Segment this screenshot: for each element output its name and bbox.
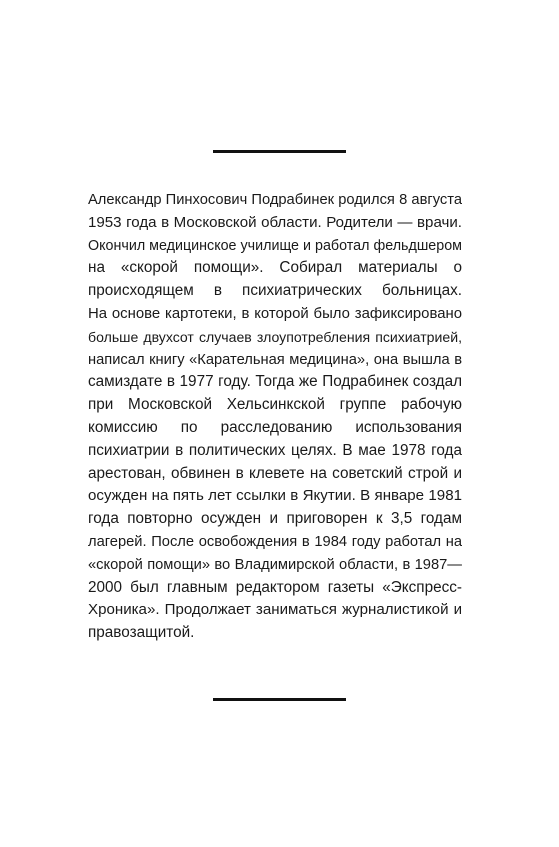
biography-line: 2000 был главным редактором газеты «Экспресс- — [88, 578, 462, 596]
biography-line: арестован, обвинен в клевете на советский строй и — [88, 464, 462, 482]
biography-line: правозащитой. — [88, 624, 195, 642]
biography-line: года повторно осужден и приговорен к 3,5 годам — [88, 510, 462, 528]
biography-line: Окончил медицинское училище и работал фельдшером — [88, 237, 462, 254]
biography-line: при Московской Хельсинкской группе рабочую — [88, 396, 462, 414]
biography-line: осужден на пять лет ссылки в Якутии. В январе 1981 — [88, 487, 462, 505]
biography-line: лагерей. После освобождения в 1984 году работал на — [88, 533, 462, 550]
biography-line: больше двухсот случаев злоупотребления психиатрией, — [88, 328, 462, 345]
biography-line: Александр Пинхосович Подрабинек родился 8 августа — [88, 192, 462, 208]
biography-line: написал книгу «Карательная медицина», она вышла в — [88, 351, 462, 368]
biography-line: самиздате в 1977 году. Тогда же Подрабинек создал — [88, 373, 462, 391]
biography-line: 1953 года в Московской области. Родители — врачи. — [88, 213, 462, 231]
biography-line: комиссию по расследованию использования — [88, 418, 462, 436]
biography-line: На основе картотеки, в которой было зафиксировано — [88, 305, 462, 322]
top-divider — [213, 150, 346, 153]
bottom-divider — [213, 698, 346, 701]
biography-line: на «скорой помощи». Собирал материалы о — [88, 259, 462, 277]
biography-paragraph — [88, 189, 462, 645]
biography-line: происходящем в психиатрических больницах. — [88, 282, 462, 300]
biography-line: Хроника». Продолжает заниматься журналистикой и — [88, 601, 462, 619]
biography-line: «скорой помощи» во Владимирской области, в 1987— — [88, 556, 462, 573]
biography-line: психиатрии в политических целях. В мае 1978 года — [88, 441, 462, 459]
